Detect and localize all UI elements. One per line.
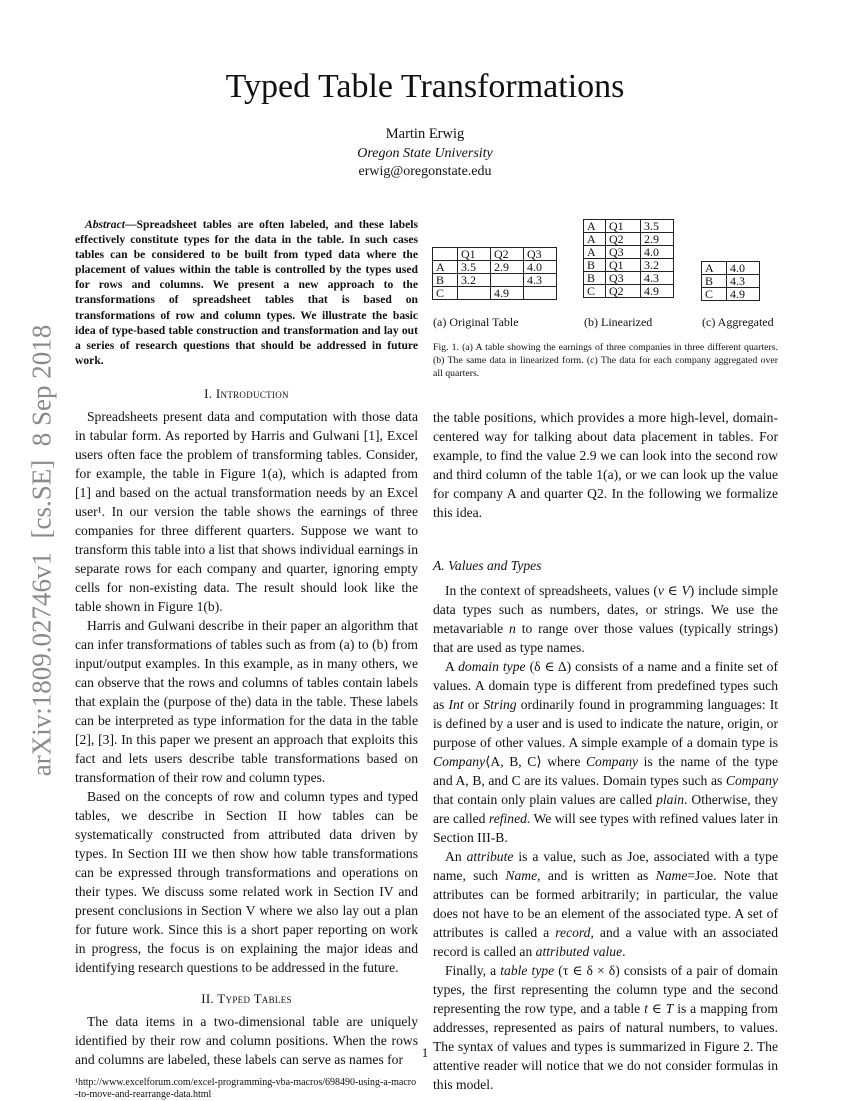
italic-term: plain: [656, 792, 685, 807]
italic-term: n: [509, 621, 516, 636]
table-cell: A: [584, 220, 606, 233]
table-cell: 4.3: [524, 274, 557, 287]
table-row: [433, 248, 557, 261]
paragraph: [75, 616, 418, 787]
table-cell: A: [584, 246, 606, 259]
text-run: ∈: [647, 1001, 666, 1016]
intro-paragraphs: [75, 407, 418, 977]
table-row: [433, 261, 557, 274]
italic-term: t: [644, 1001, 648, 1016]
italic-term: Int: [448, 697, 464, 712]
italic-term: Name: [505, 868, 538, 883]
table-row: [584, 233, 674, 246]
paragraph: [75, 407, 418, 616]
table-row: [702, 262, 760, 275]
table-cell: 4.9: [641, 285, 674, 298]
text-run: An: [445, 849, 467, 864]
text-run: Harris and Gulwani describe in their paper an algorithm that can infer transformations of tables such as from (a) to (b) from input/output examples. In this example, as in many others, we can observe that the rows and columns of tables contain labels that explain the (purpose of the) data in the table. These labels can be interpreted as type information for the data in the table [2], [3]. In this paper we present an approach that exploits this fact and lets users describe table transformations based on transformation of their row and column types.: [75, 617, 418, 785]
italic-term: Company: [725, 773, 778, 788]
text-run: The data items in a two-dimensional table are uniquely identified by their row and column positions. When the rows and columns are labeled, these labels can serve as names for: [75, 1013, 418, 1067]
table-cell: 4.3: [727, 275, 760, 288]
text-run: =Joe. Note that attributes can be formed arbitrarily; in particular, the value does not have to be an element of the associated type. A set of attributes is called a: [433, 868, 778, 940]
text-run: the table positions, which provides a more high-level, domain-centered way for talking about data placement in tables. For example, to find the value 2.9 we can look into the second row and third column of the table 1(a), or we can look up the value for company A and quarter Q2. In the following we formalize this idea.: [433, 410, 778, 520]
text-run: In the context of spreadsheets, values (: [445, 583, 658, 598]
table-cell: A: [702, 262, 727, 275]
page-number: 1: [421, 1045, 429, 1060]
table-row: [584, 246, 674, 259]
table-cell: 2.9: [491, 261, 524, 274]
text-run: ordinarily found in programming languages: It is defined by a user and is used to indicate the nature, origin, or purpose of other values. A simple example of a domain type is: [433, 697, 778, 750]
footnote-link[interactable]: ¹http://www.excelforum.com/excel-programming-vba-macros/698490-using-a-macro-to-move-and-rearrange-data.html: [75, 1076, 417, 1100]
table-cell: 3.5: [458, 261, 491, 274]
text-run: , and is written as: [537, 868, 656, 883]
text-run: is the name of the type and A, B, and C are its values. Domain types such as: [433, 754, 778, 788]
table-row: [584, 259, 674, 272]
text-run: that contain only plain values are called: [433, 792, 657, 807]
table-cell: 4.9: [491, 287, 524, 300]
right-column: [433, 408, 778, 1094]
table-row: [584, 220, 674, 233]
table-cell: Q2: [606, 285, 641, 298]
table-row: [584, 272, 674, 285]
table-cell: 4.9: [727, 288, 760, 301]
text-run: or: [463, 697, 484, 712]
table-cell: 4.0: [524, 261, 557, 274]
table-cell: Q2: [606, 233, 641, 246]
table-cell: [524, 287, 557, 300]
continued-paragraph: [433, 408, 778, 522]
text-run: ∈: [663, 583, 682, 598]
table-cell: Q3: [606, 272, 641, 285]
table-row: [584, 285, 674, 298]
values-types-paragraphs: [433, 581, 778, 1094]
table-cell: 4.3: [641, 272, 674, 285]
table-cell: 2.9: [641, 233, 674, 246]
table-cell: 4.0: [727, 262, 760, 275]
paragraph: [433, 657, 778, 847]
italic-term: Company: [433, 754, 486, 769]
paragraph: [433, 581, 778, 657]
section-heading-typed-tables: II. Typed Tables: [201, 990, 292, 1006]
abstract-lead: Abstract: [85, 218, 125, 231]
table-row: [702, 275, 760, 288]
paragraph: [75, 787, 418, 977]
table-cell: Q3: [524, 248, 557, 261]
paragraph: [433, 961, 778, 1094]
text-run: Spreadsheets present data and computation with those data in tabular form. As reported by Harris and Gulwani [1], Excel users often face the problem of transforming tables. Consider, for example, the table in Figure 1(a), which is adapted from [1] and based on the actual transformation needs by an Excel user¹. In our version the table shows the earnings of three companies for three different quarters. Suppose we want to transform this table into a list that shows individual earnings in separate rows for each company and quarter, ignoring empty cells for non-existing data. The result should look like the table shown in Figure 1(b).: [75, 408, 418, 614]
table-row: [433, 287, 557, 300]
text-run: . Otherwise, they are called: [433, 792, 778, 826]
italic-term: v: [657, 583, 664, 598]
table-cell: C: [584, 285, 606, 298]
table-cell: [433, 248, 458, 261]
italic-term: record: [555, 925, 591, 940]
figure-table-linearized: [583, 219, 674, 298]
figure-table-original: [432, 247, 557, 300]
text-run: A: [445, 659, 459, 674]
table-cell: Q2: [491, 248, 524, 261]
abstract: [75, 217, 418, 368]
author-affiliation: Oregon State University: [357, 146, 493, 161]
italic-term: attributed value: [535, 944, 623, 959]
figure-table-aggregated: [701, 261, 760, 301]
italic-term: T: [665, 1001, 674, 1016]
table-row: [433, 274, 557, 287]
table-cell: A: [433, 261, 458, 274]
text-run: is a value, such as Joe, associated with a type name, such: [433, 849, 778, 883]
arxiv-stamp: arXiv:1809.02746v1 [cs.SE] 8 Sep 2018: [26, 324, 57, 777]
text-run: Based on the concepts of row and column types and typed tables, we describe in Section II how tables can be systematically constructed from attributed data driven by types. In Section III we then show how table transformations can be expressed through transformations and operations on their types. We discuss some related work in Section IV and present conclusions in Section V where we also lay out a plan for future work. Since this is a short paper reporting on work in progress, the focus is on explaining the major ideas and identifying research questions to be addressed in the future.: [75, 788, 418, 975]
italic-term: V: [681, 583, 690, 598]
table-cell: Q3: [606, 246, 641, 259]
table-cell: [491, 274, 524, 287]
italic-term: refined: [488, 811, 527, 826]
text-run: (τ ∈ δ × δ) consists of a pair of domain types, the first representing the column type and the second representing the row type, and a table: [433, 963, 778, 1016]
author-email: erwig@oregonstate.edu: [358, 164, 492, 179]
italic-term: String: [483, 697, 517, 712]
table-cell: B: [433, 274, 458, 287]
subsection-heading-values-types: A. Values and Types: [433, 558, 542, 573]
italic-term: domain type: [458, 659, 526, 674]
italic-term: attribute: [466, 849, 514, 864]
table-cell: 3.2: [458, 274, 491, 287]
paragraph: [433, 847, 778, 961]
text-run: ) include simple data types such as numbers, dates, or strings. We use the metavariable: [433, 583, 778, 636]
table-row: [702, 288, 760, 301]
left-column: [75, 217, 418, 1101]
table-cell: B: [584, 259, 606, 272]
figure-caption: Fig. 1. (a) A table showing the earnings of three companies in three different quarters. (b) The same data in linearized form. (c) The data for each company aggregated over all quarters.: [433, 342, 778, 379]
text-run: ⟨A, B, C⟩ where: [485, 754, 586, 769]
text-run: , and a value with an associated record is called an: [433, 925, 779, 959]
text-run: .: [622, 944, 626, 959]
paper-title: Typed Table Transformations: [225, 68, 625, 105]
subcaption-c: (c) Aggregated: [702, 315, 774, 329]
italic-term: Company: [585, 754, 639, 769]
table-cell: B: [702, 275, 727, 288]
table-cell: B: [584, 272, 606, 285]
table-cell: C: [702, 288, 727, 301]
text-run: to range over those values (typically strings) that are used as type names.: [433, 621, 779, 655]
table-cell: 3.2: [641, 259, 674, 272]
table-cell: 4.0: [641, 246, 674, 259]
table-cell: 3.5: [641, 220, 674, 233]
subcaption-a: (a) Original Table: [433, 315, 519, 329]
text-run: (δ ∈ Δ) consists of a name and a finite set of values. A domain type is different from predefined types such as: [433, 659, 778, 712]
italic-term: Name: [655, 868, 688, 883]
table-cell: Q1: [458, 248, 491, 261]
table-cell: Q1: [606, 220, 641, 233]
table-cell: Q1: [606, 259, 641, 272]
text-run: Finally, a: [445, 963, 501, 978]
section-heading-introduction: I. Introduction: [204, 385, 289, 401]
abstract-text: —Spreadsheet tables are often labeled, and these labels effectively constitute types for the data in the table. In such cases tables can be considered to be built from typed data where the placement of values within the table is controlled by the types used for rows and columns. We present a new approach to the transformations of spreadsheet tables that is based on transformations of row and column types. We illustrate the basic idea of type-based table construction and transformation and lay out a series of research questions that should be addressed in future work.: [75, 218, 418, 367]
author-name: Martin Erwig: [385, 126, 465, 142]
subcaption-b: (b) Linearized: [584, 315, 653, 329]
table-cell: A: [584, 233, 606, 246]
italic-term: table type: [500, 963, 555, 978]
table-cell: C: [433, 287, 458, 300]
table-cell: [458, 287, 491, 300]
text-run: . We will see types with refined values later in Section III-B.: [433, 811, 778, 845]
text-run: is a mapping from addresses, represented as pairs of natural numbers, to values. The syntax of values and types is summarized in Figure 2. The attentive reader will notice that we do not consider formulas in this model.: [433, 1001, 778, 1092]
